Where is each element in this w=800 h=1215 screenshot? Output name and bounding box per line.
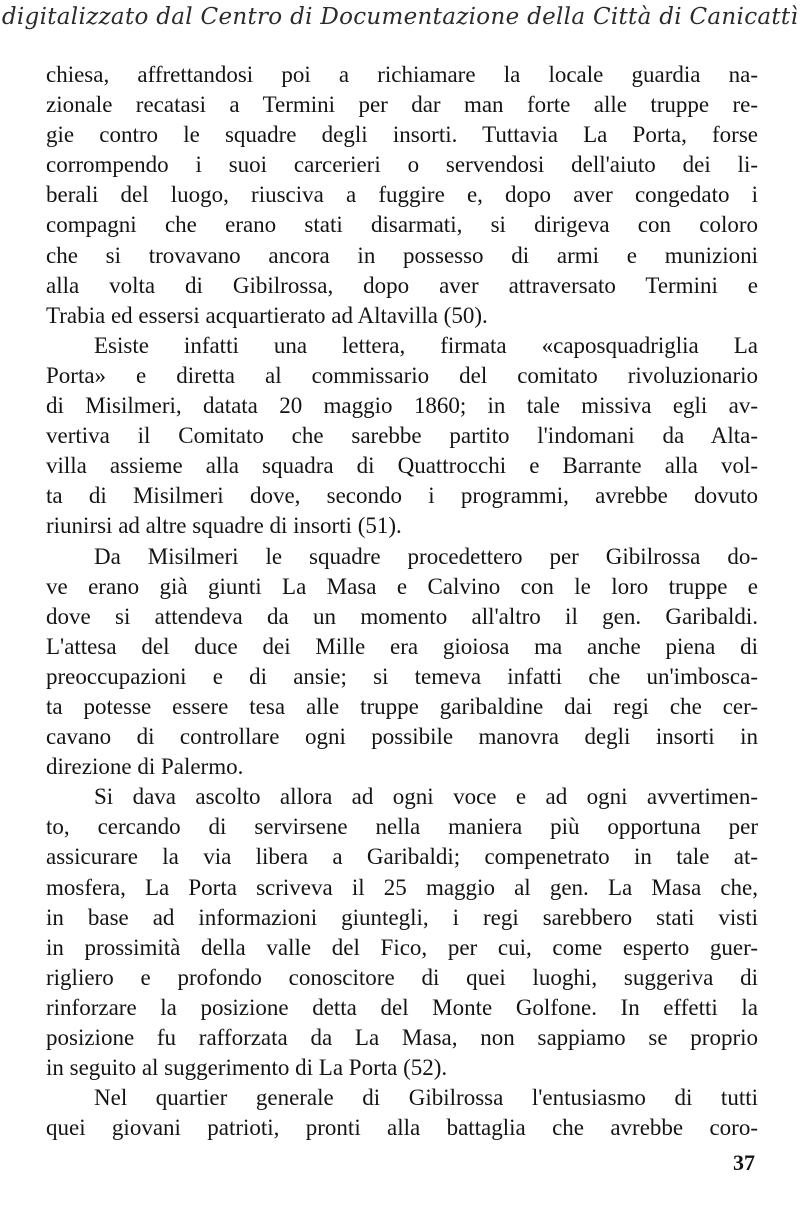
text-line: quei giovani patrioti, pronti alla battaglia che avrebbe coro- [46,1115,758,1141]
text-line: che si trovavano ancora in possesso di armi e munizioni [46,242,758,268]
text-line: Da Misilmeri le squadre procedettero per Gibilrossa do- [94,543,758,569]
text-line: corrompendo i suoi carcerieri o servendosi dell'aiuto dei li- [46,152,758,178]
text-line: in base ad informazioni giuntegli, i regi sarebbero stati visti [46,904,758,930]
text-line: zionale recatasi a Termini per dar man forte alle truppe re- [46,92,758,118]
text-line: Nel quartier generale di Gibilrossa l'entusiasmo di tutti [94,1085,758,1111]
text-line: alla volta di Gibilrossa, dopo aver attraversato Termini e [46,272,758,298]
paragraph [46,782,758,1083]
text-line: rinforzare la posizione detta del Monte Golfone. In effetti la [46,994,758,1020]
text-line: in prossimità della valle del Fico, per cui, come esperto guer- [46,934,758,960]
text-line: dove si attendeva da un momento all'altro il gen. Garibaldi. [46,603,758,629]
text-line: Esiste infatti una lettera, firmata «caposquadriglia La [94,332,758,358]
text-line: Trabia ed essersi acquartierato ad Altavilla (50). [46,302,488,328]
text-line: in seguito al suggerimento di La Porta (52). [46,1055,448,1081]
text-line: ve erano già giunti La Masa e Calvino con le loro truppe e [46,573,758,599]
text-line: Si dava ascolto allora ad ogni voce e ad ogni avvertimen- [94,784,758,810]
text-line: berali del luogo, riusciva a fuggire e, dopo aver congedato i [46,182,758,208]
text-line: posizione fu rafforzata da La Masa, non sappiamo se proprio [46,1025,758,1050]
text-line: ta potesse essere tesa alle truppe garibaldine dai regi che cer- [46,693,758,719]
text-line: vertiva il Comitato che sarebbe partito l'indomani da Alta- [46,423,758,449]
text-line: mosfera, La Porta scriveva il 25 maggio al gen. La Masa che, [46,874,758,900]
text-line: rigliero e profondo conoscitore di quei luoghi, suggeriva di [46,964,758,990]
text-line: cavano di controllare ogni possibile manovra degli insorti in [46,724,758,750]
text-line: riunirsi ad altre squadre di insorti (51). [46,513,402,539]
paragraph [46,542,758,783]
page-body-text [46,60,758,1143]
paragraph [46,1083,758,1143]
text-line: Porta» e diretta al commissario del comitato rivoluzionario [46,362,758,388]
paragraph [46,331,758,542]
paragraph [46,60,758,331]
text-line: compagni che erano stati disarmati, si dirigeva con coloro [46,212,758,238]
digitization-watermark: digitalizzato dal Centro di Documentazione della Città di Canicattì [1,4,799,30]
text-line: to, cercando di servirsene nella maniera più opportuna per [46,814,758,840]
text-line: ta di Misilmeri dove, secondo i programmi, avrebbe dovuto [46,483,758,509]
page-number: 37 [733,1150,755,1175]
text-line: assicurare la via libera a Garibaldi; compenetrato in tale at- [46,844,758,870]
text-line: villa assieme alla squadra di Quattrocchi e Barrante alla vol- [46,453,758,479]
text-line: gie contro le squadre degli insorti. Tuttavia La Porta, forse [46,122,758,148]
text-line: L'attesa del duce dei Mille era gioiosa ma anche piena di [46,633,758,659]
text-line: di Misilmeri, datata 20 maggio 1860; in tale missiva egli av- [46,393,758,419]
text-line: direzione di Palermo. [46,754,244,780]
text-line: chiesa, affrettandosi poi a richiamare la locale guardia na- [46,62,758,87]
text-line: preoccupazioni e di ansie; si temeva infatti che un'imbosca- [46,663,758,689]
